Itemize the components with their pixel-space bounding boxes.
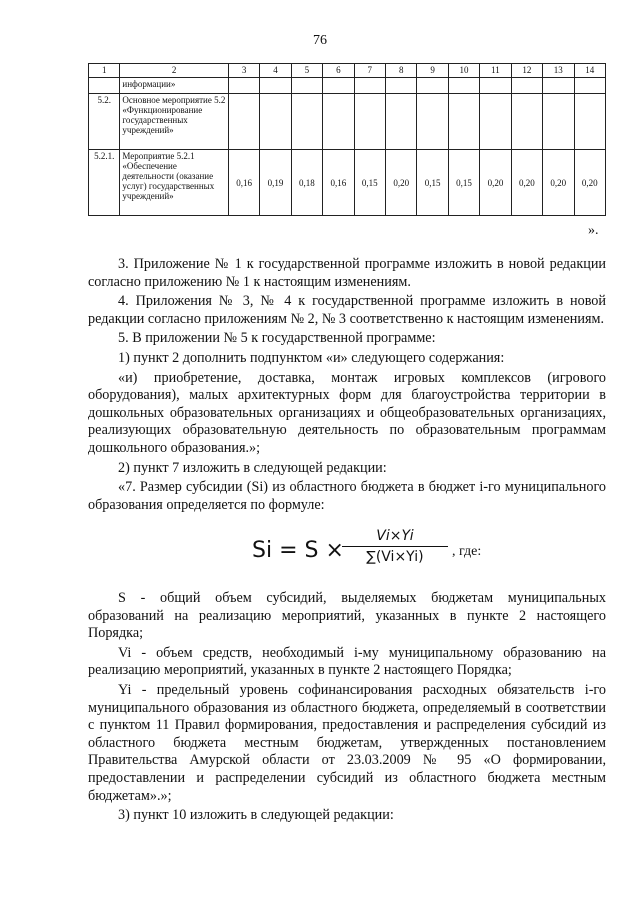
- table-cell: [448, 78, 479, 94]
- table-header-cell: 10: [448, 64, 479, 78]
- table-cell: [228, 94, 259, 150]
- table-end-mark: ».: [588, 223, 599, 238]
- table-cell: 0,16: [323, 150, 354, 216]
- paragraph: 2) пункт 7 изложить в следующей редакции:: [118, 459, 387, 476]
- formula-numerator: Vi×Yi: [342, 528, 448, 547]
- body-text-lower: [88, 590, 606, 827]
- paragraph: 1) пункт 2 дополнить подпунктом «и» следующего содержания:: [118, 349, 505, 366]
- table-cell: 0,20: [480, 150, 511, 216]
- paragraph: «и) приобретение, доставка, монтаж игровых комплексов (игрового оборудования), малых архитектурных форм для благоустройства территории в дошкольных образовательных организациях и общеобразовательных организациях, реализующих образовательную деятельность по образовательным программам дошкольного образования.»;: [88, 369, 606, 456]
- paragraph: Vi - объем средств, необходимый i-му муниципальному образованию на реализацию мероприятий, указанных в пункте 2 настоящего Порядка;: [88, 644, 606, 679]
- body-text-upper: [88, 256, 606, 516]
- table-row: [89, 78, 606, 94]
- table-cell: [385, 94, 416, 150]
- table-cell: 0,20: [574, 150, 605, 216]
- data-table: [88, 63, 606, 216]
- table-cell: [417, 94, 448, 150]
- table-header-row: [89, 64, 606, 78]
- table-cell: 0,16: [228, 150, 259, 216]
- table-header-cell: 6: [323, 64, 354, 78]
- formula-fraction: [342, 528, 448, 565]
- paragraph: S - общий объем субсидий, выделяемых бюджетам муниципальных образований на реализацию мероприятий, указанных в пункте 2 настоящего Порядка;: [88, 590, 606, 642]
- table-cell: [417, 78, 448, 94]
- table-header-cell: 14: [574, 64, 605, 78]
- paragraph: Yi - предельный уровень софинансирования расходных обязательств i-го муниципального образования из областного бюджета, определяемый в соответствии с пунктом 11 Правил формирования, предоставления и распределения субсидий из областного бюджета местным бюджетам, утвержденных постановлением Правительства Амурской области от 23.03.2009 № 95 «О формировании, предоставлении и распределении субсидий из областного бюджета местным бюджетам».»;: [88, 681, 606, 804]
- table-header-cell: 13: [543, 64, 574, 78]
- table-header-cell: 9: [417, 64, 448, 78]
- table-cell: 0,20: [385, 150, 416, 216]
- table-cell: 0,15: [354, 150, 385, 216]
- table-cell: [323, 78, 354, 94]
- table-header-cell: 11: [480, 64, 511, 78]
- table-cell: [448, 94, 479, 150]
- table-cell: [543, 78, 574, 94]
- table-cell: 0,20: [511, 150, 542, 216]
- table-row: [89, 94, 606, 150]
- formula-denominator: ∑(Vi×Yi): [366, 549, 424, 565]
- table-cell: [291, 94, 322, 150]
- table-cell: [543, 94, 574, 150]
- table-cell: 5.2.1.: [89, 150, 120, 216]
- table-header-cell: 12: [511, 64, 542, 78]
- table-cell: [354, 94, 385, 150]
- table-header-cell: 3: [228, 64, 259, 78]
- table-header-cell: 5: [291, 64, 322, 78]
- table-header-cell: 4: [260, 64, 291, 78]
- paragraph: 5. В приложении № 5 к государственной программе:: [118, 330, 436, 347]
- formula-lhs: Si = S ×: [252, 538, 344, 563]
- table-cell: 0,20: [543, 150, 574, 216]
- table-cell: [574, 78, 605, 94]
- table-cell: Основное мероприятие 5.2 «Функционирование государственных учреждений»: [120, 94, 228, 150]
- table-cell: [511, 78, 542, 94]
- table-cell: 5.2.: [89, 94, 120, 150]
- table-cell: 0,19: [260, 150, 291, 216]
- table-cell: [480, 94, 511, 150]
- table-cell: [323, 94, 354, 150]
- table-cell: Мероприятие 5.2.1 «Обеспечение деятельности (оказание услуг) государственных учреждений»: [120, 150, 228, 216]
- table-cell: 0,18: [291, 150, 322, 216]
- table-header-cell: 1: [89, 64, 120, 78]
- paragraph: «7. Размер субсидии (Si) из областного бюджета в бюджет i-го муниципального образования определяется по формуле:: [88, 479, 606, 513]
- table-cell: [89, 78, 120, 94]
- table-cell: [291, 78, 322, 94]
- paragraph: 3) пункт 10 изложить в следующей редакции:: [118, 807, 394, 824]
- table-header-cell: 2: [120, 64, 228, 78]
- table-cell: [260, 94, 291, 150]
- table-cell: [228, 78, 259, 94]
- table-header-cell: 8: [385, 64, 416, 78]
- paragraph: 3. Приложение № 1 к государственной программе изложить в новой редакции согласно приложению № 1 к настоящим изменениям.: [88, 256, 606, 290]
- table-row: [89, 150, 606, 216]
- table-header-cell: 7: [354, 64, 385, 78]
- table-cell: информации»: [120, 78, 228, 94]
- formula-suffix: , где:: [452, 544, 482, 559]
- table-cell: [354, 78, 385, 94]
- table-cell: 0,15: [417, 150, 448, 216]
- table-cell: [480, 78, 511, 94]
- page-number: 76: [313, 33, 327, 48]
- table-cell: [511, 94, 542, 150]
- table-cell: [260, 78, 291, 94]
- table-cell: [385, 78, 416, 94]
- paragraph: 4. Приложения № 3, № 4 к государственной программе изложить в новой редакции согласно приложениям № 2, № 3 соответственно к настоящим изменениям.: [88, 293, 606, 327]
- table-cell: 0,15: [448, 150, 479, 216]
- subsidy-formula: [232, 528, 492, 580]
- table-cell: [574, 94, 605, 150]
